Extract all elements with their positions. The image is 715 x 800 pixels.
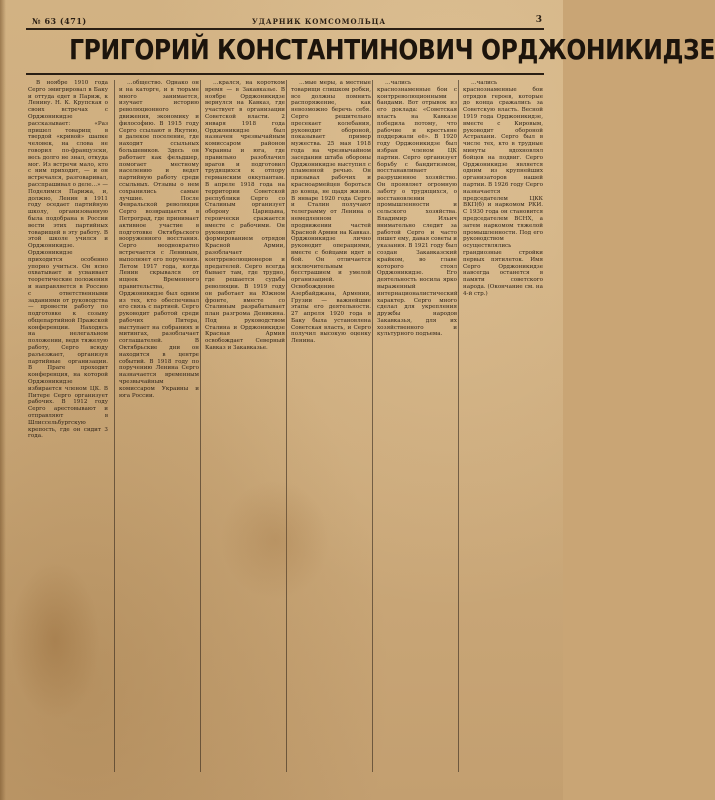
- article-title: ГРИГОРИЙ КОНСТАНТИНОВИЧ ОРДЖОНИКИДЗЕ: [69, 33, 715, 66]
- column-text: В ноябре 1910 года Серго эмигрировал в Баку и оттуда едет в Париж, к Ленину. Н. К. Крупская о своих встречах с Орджоникидзе рассказывает: «Раз пришел товарищ в твердой «кривой» шапке человек, на слова не говорил по-французски, весь долго не знал, откуда мог. Из встречи мало, кто с ним приходит, — и он встречался, разговаривал, расспрашивал о деле…» — Поделимся Парижа, и, должно, Ленин в 1911 году оседает партийную школу, организованную была подобрана в России вести этих партийных товарищей в эту работу. В этой школе учился и Орджоникидзе. Орджоникидзе приходится особенно упорно учиться. Он ясно охватывает и усваивает теоретические положения и направляется в Россию с ответственными заданиями от руководства — провести работу по подготовке к созыву общепартийной Пражской конференции. Находясь на нелегальном положении, ведя тяжелую работу, Серго всюду разъезжает, организуя партийные организации. В Праге проходит конференция, на которой Орджоникидзе избирается членом ЦК. В Питере Серго организует рабочих. В 1912 году Серго арестовывают и отправляют в Шлиссельбургскую крепость, где он сидит 3 года.: [28, 80, 108, 440]
- article-column-1: [28, 80, 108, 772]
- article-column-2: [114, 80, 199, 772]
- column-text: …чались краснознаменные бои с контрреволюционными бандами. Вот отрывок из его доклада: «Советская власть на Кавказе победила потому, что рабочие и крестьяне поддержали её». В 1920 году Орджоникидзе был избран членом ЦК партии. Серго организует борьбу с бандитизмом, восстанавливает разрушенное хозяйство. Он проявляет огромную заботу о трудящихся, о восстановлении промышленности и сельского хозяйства. Владимир Ильич внимательно следит за работой Серго и часто пишет ему, давая советы и указания. В 1921 году был создан Закавказский крайком, во главе которого стоял Орджоникидзе. Его деятельность носила ярко выраженный интернационалистический характер. Серго много сделал для укрепления дружбы народов Закавказья, для их хозяйственного и культурного подъема.: [377, 80, 458, 338]
- issue-number: № 63 (471): [32, 16, 87, 26]
- column-text: …чались краснознаменные бои отрядов героев, которые до конца сражались за Советскую власть. Весной 1919 года Орджоникидзе, вместе с Кировым, руководит обороной Астрахани. Серго был в числе тех, кто в трудные минуты вдохновлял бойцов на подвиг. Серго Орджоникидзе является одним из крупнейших организаторов нашей партии. В 1926 году Серго назначается председателем ЦКК ВКП(б) и наркомом РКИ. С 1930 года он становится председателем ВСНХ, а затем наркомом тяжелой промышленности. Под его руководством осуществлялись грандиозные стройки первых пятилеток. Имя Серго Орджоникидзе навсегда останется в памяти советского народа. (Окончание см. на 4-й стр.): [463, 80, 543, 297]
- article-column-5: [372, 80, 457, 772]
- article-column-3: [200, 80, 285, 772]
- top-rule: [26, 28, 544, 30]
- page-header: [22, 14, 544, 28]
- column-text: …общество. Однако он и на каторге, и в тюрьме много занимается, изучает историю революционного движения, экономику и философию. В 1915 году Серго ссылают в Якутию, в далекое поселение, где находит ссыльных большевиков. Здесь он работает как фельдшер, помогает местному населению и ведет партийную работу среди ссыльных. Отзывы о нем сохранились самые лучшие. После Февральской революции Серго возвращается в Петроград, где принимает активное участие в подготовке Октябрьского вооруженного восстания. Серго неоднократно встречается с Лениным, выполняет его поручения. Летом 1917 года, когда Ленин скрывался от ищеек Временного правительства, Орджоникидзе был одним из тех, кто обеспечивал его связь с партией. Серго руководит работой среди рабочих Питера, выступает на собраниях и митингах, разоблачает соглашателей. В Октябрьские дни он находится в центре событий. В 1918 году по поручению Ленина Серго назначается временным чрезвычайным комиссаром Украины и юга России.: [119, 80, 199, 399]
- newspaper-name: УДАРНИК КОМСОМОЛЬЦА: [252, 17, 387, 26]
- article-body: [28, 80, 546, 772]
- article-column-4: [286, 80, 371, 772]
- bottom-rule: [26, 73, 544, 75]
- page-number: 3: [535, 15, 542, 25]
- article-column-6: [458, 80, 543, 772]
- column-text: …крался, на коротком время — в Закавказье. В ноябре Орджоникидзе вернулся на Кавказ, где участвует в организации Советской власти. 2 января 1918 года Орджоникидзе был назначен чрезвычайным комиссаром районов Украины и юга, где правильно разоблачил врагов и подготовил трудящихся к отпору германским оккупантам. В апреле 1918 года на территории Советской республики Серго со Сталиным организует оборону Царицына, героически сражается вместе с рабочими. Он руководит формированием отрядов Красной Армии, разоблачает контрреволюционеров и предателей. Серго всегда бывает там, где трудно, где решается судьба революции. В 1919 году он работает на Южном фронте, вместе со Сталиным разрабатывает план разгрома Деникина. Под руководством Сталина и Орджоникидзе Красная Армия освобождает Северный Кавказ и Закавказье.: [205, 80, 285, 352]
- page-fold-shadow: [0, 0, 6, 800]
- column-text: …мые меры, а местные товарищи слишком робки, все должны помнить распоряжение, как невозможно беречь себя. Серго решительно пресекает колебания, руководит обороной, показывает пример мужества. 25 мая 1918 года на чрезвычайном заседании штаба обороны Орджоникидзе выступил с пламенной речью. Он призывал рабочих и красноармейцев бороться до конца, не щадя жизни. В январе 1920 года Серго и Сталин получают телеграмму от Ленина о немедленном продвижении частей Красной Армии на Кавказ. Орджоникидзе лично руководит операциями, вместе с бойцами идет в бой. Он отличается исключительным бесстрашием и умелой организацией. Освобождение Азербайджана, Армении, Грузии — важнейшие этапы его деятельности. 27 апреля 1920 года в Баку была установлена Советская власть, и Серго получил высокую оценку Ленина.: [291, 80, 371, 345]
